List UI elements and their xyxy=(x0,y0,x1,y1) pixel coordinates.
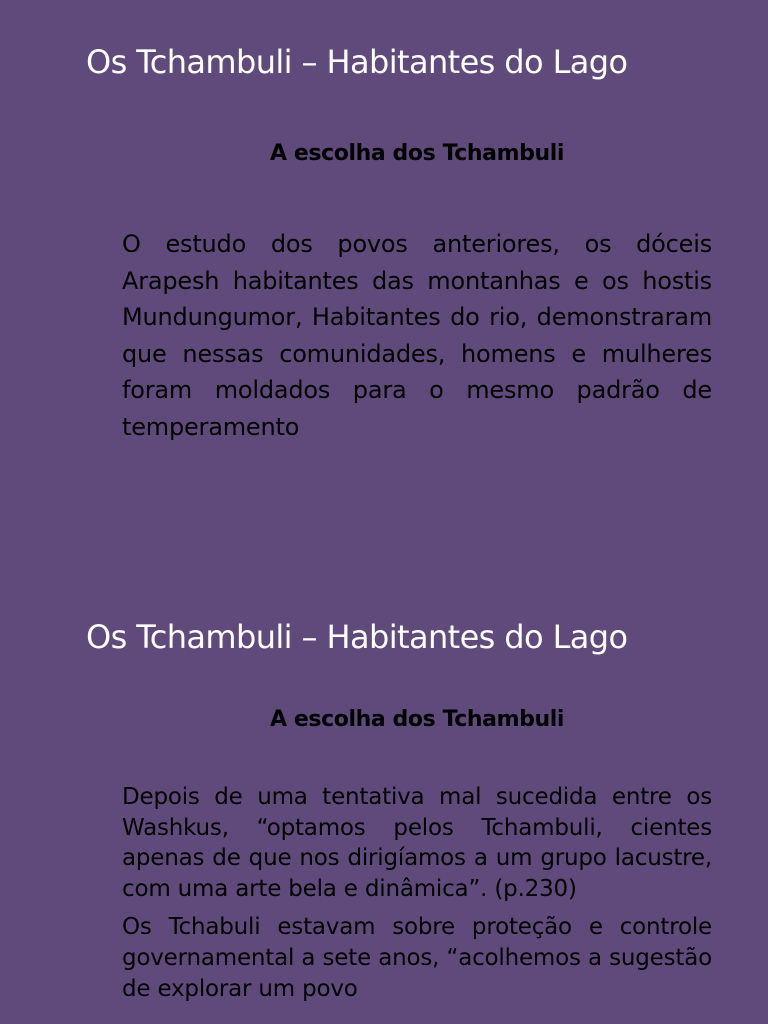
body-paragraph: Depois de uma tentativa mal sucedida entre os Washkus, “optamos pelos Tchambuli, cientes apenas de que nos dirigíamos a um grupo lacustre, com uma arte bela e dinâmica”. (p.230) xyxy=(122,784,712,902)
slide-2 xyxy=(0,580,768,1024)
slide-body xyxy=(122,226,712,445)
slide-subtitle: A escolha dos Tchambuli xyxy=(269,707,565,732)
slide-subtitle: A escolha dos Tchambuli xyxy=(269,141,565,166)
body-paragraph: Os Tchabuli estavam sobre proteção e controle governamental a sete anos, “acolhemos a sugestão de explorar um povo xyxy=(122,914,712,1002)
slide-title: Os Tchambuli – Habitantes do Lago xyxy=(86,43,628,81)
slide-title: Os Tchambuli – Habitantes do Lago xyxy=(86,618,628,656)
body-paragraph: O estudo dos povos anteriores, os dóceis Arapesh habitantes das montanhas e os hostis Mundungumor, Habitantes do rio, demonstraram que nessas comunidades, homens e mulheres foram moldados para o mesmo padrão de temperamento xyxy=(122,230,712,441)
slide-body xyxy=(122,782,712,1004)
